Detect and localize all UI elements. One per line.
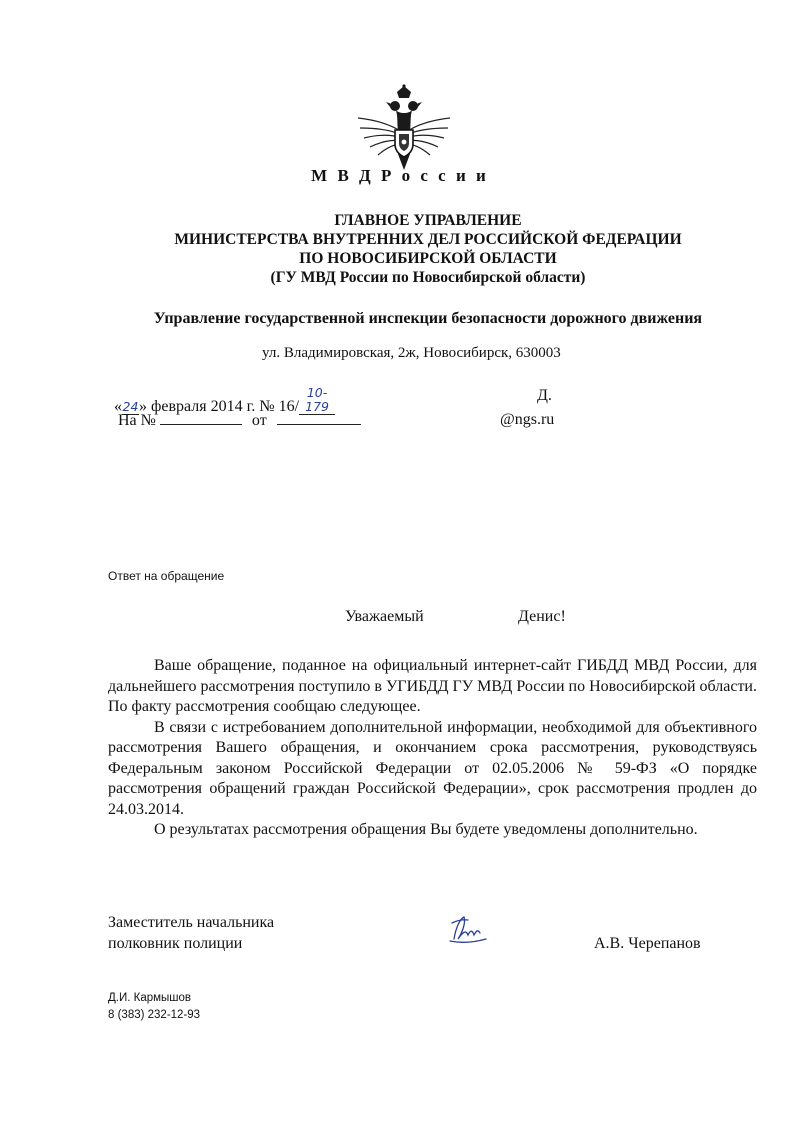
handwritten-day: 24 [122, 399, 139, 414]
header-line-3: ПО НОВОСИБИРСКОЙ ОБЛАСТИ [299, 250, 557, 267]
handwritten-number: 10-179 [299, 386, 335, 415]
signer-name: А.В. Черепанов [594, 935, 701, 952]
signer-position-2: полковник полиции [108, 935, 243, 952]
ref-number-blank [160, 411, 242, 425]
handwritten-signature-icon [446, 913, 490, 947]
recipient-name: Д. [537, 387, 552, 404]
header-line-4: (ГУ МВД России по Новосибирской области) [270, 269, 586, 286]
subject-line: Ответ на обращение [108, 569, 225, 583]
executor-name: Д.И. Кармышов [108, 992, 192, 1004]
reference-line [118, 411, 361, 430]
header-line-1: ГЛАВНОЕ УПРАВЛЕНИЕ [334, 212, 522, 229]
department-name: Управление государственной инспекции безопасности дорожного движения [153, 310, 703, 327]
open-quote: « [114, 398, 122, 415]
body-paragraph-3: О результатах рассмотрения обращения Вы будете уведомлены дополнительно. [154, 821, 698, 838]
letter-body [108, 656, 757, 841]
signer-position-1: Заместитель начальника [108, 914, 275, 931]
greeting-word-1: Уважаемый [345, 608, 424, 625]
ref-date-blank [277, 411, 361, 425]
body-paragraph-1: Ваше обращение, поданное на официальный интернет-сайт ГИБДД МВД России, для дальнейшего рассмотрения поступило в УГИБДД ГУ МВД России по Новосибирской области. По факту рассмотрения сообщаю следующее. [108, 657, 757, 715]
close-quote: » [139, 398, 147, 415]
double-headed-eagle-emblem-icon [352, 84, 456, 174]
greeting-word-2: Денис! [518, 608, 566, 625]
ref-number-label: На № [118, 412, 156, 429]
date-text: февраля 2014 г. № 16/ [147, 398, 300, 415]
executor-phone: 8 (383) 232-12-93 [108, 1009, 201, 1021]
ref-from-label: от [251, 412, 267, 429]
header-line-2: МИНИСТЕРСТВА ВНУТРЕННИХ ДЕЛ РОССИЙСКОЙ ФЕДЕРАЦИИ [174, 231, 682, 248]
address: ул. Владимировская, 2ж, Новосибирск, 630003 [262, 345, 561, 361]
ministry-title: М В Д Р о с с и и [311, 166, 489, 185]
recipient-email: @ngs.ru [500, 411, 555, 428]
body-paragraph-2: В связи с истребованием дополнительной информации, необходимой для объективного рассмотрения Вашего обращения, и окончанием срока рассмотрения, руководствуясь Федеральным законом Российской Федерации от 02.05.2006 № 59-ФЗ «О порядке рассмотрения обращений граждан Российской Федерации», срок рассмотрения продлен до 24.03.2014. [108, 718, 757, 818]
